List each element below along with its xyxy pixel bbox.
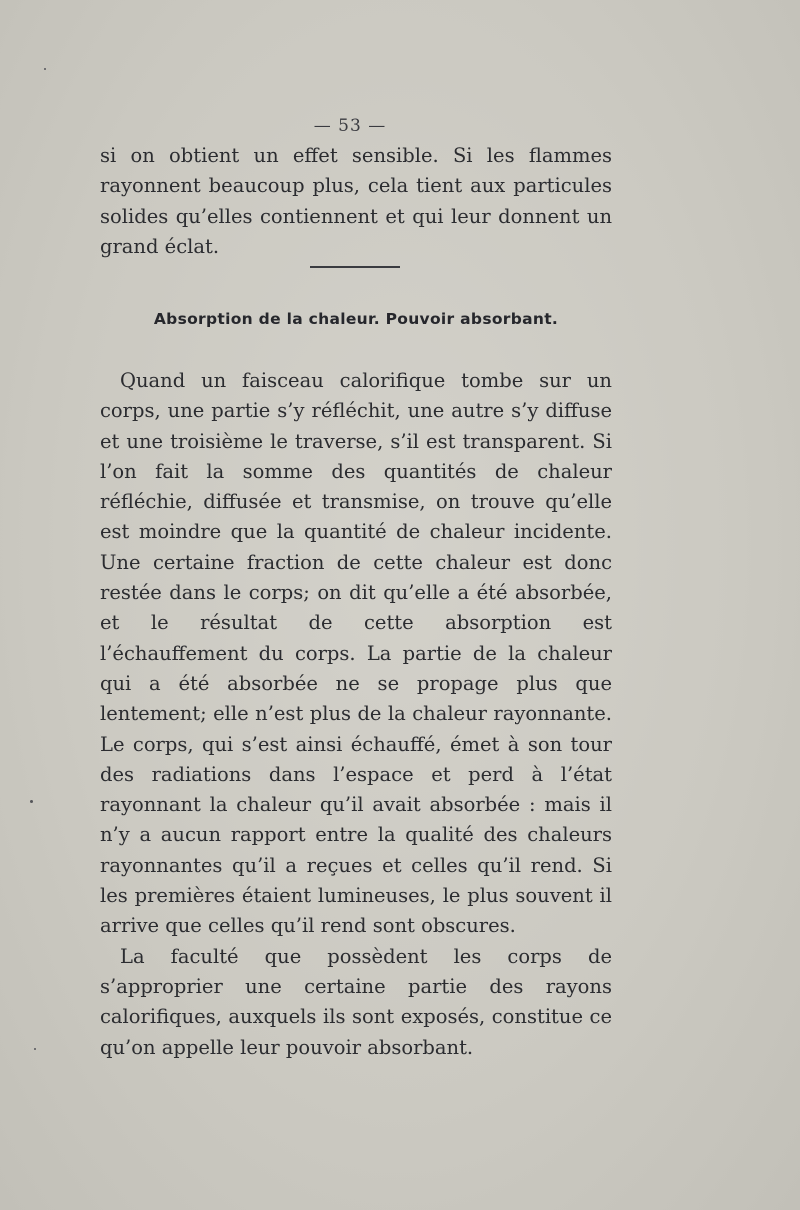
page-number: — 53 — <box>313 116 387 136</box>
body-paragraph-2: La faculté que possèdent les corps de s’approprier une certaine partie des rayons calorifiques, auxquels ils sont exposés, constitue ce qu’on appelle leur pouvoir absorbant. <box>100 944 612 1059</box>
paper-speck <box>44 68 46 70</box>
body-paragraph-1: Quand un faisceau calorifique tombe sur un corps, une partie s’y réfléchit, une autre s’y diffuse et une troisième le traverse, s’il est transparent. Si l’on fait la somme des quantités de chaleur réfléchie, diffusée et transmise, on trouve qu’elle est moindre que la quantité de chaleur incidente. Une certaine fraction de cette chaleur est donc restée dans le corps; on dit qu’elle a été absorbée, et le résultat de cette absorption est l’échauffement du corps. La partie de la chaleur qui a été absorbée ne se propage plus que lentement; elle n’est plus de la chaleur rayonnante. Le corps, qui s’est ainsi échauffé, émet à son tour des radiations dans l’espace et perd à l’état rayonnant la chaleur qu’il avait absorbée : mais il n’y a aucun rapport entre la qualité des chaleurs rayonnantes qu’il a reçues et celles qu’il rend. Si les premières étaient lumineuses, le plus souvent il arrive que celles qu’il rend sont obscures. <box>100 369 612 938</box>
section-heading: Absorption de la chaleur. Pouvoir absorbant. <box>153 310 559 328</box>
body-text-block <box>100 366 612 1063</box>
paper-speck <box>30 800 33 803</box>
paper-speck <box>34 1048 36 1050</box>
opening-text-block <box>100 141 612 262</box>
opening-paragraph: si on obtient un effet sensible. Si les flammes rayonnent beaucoup plus, cela tient aux particules solides qu’elles contiennent et qui leur donnent un grand éclat. <box>100 144 612 258</box>
section-divider <box>310 266 400 268</box>
